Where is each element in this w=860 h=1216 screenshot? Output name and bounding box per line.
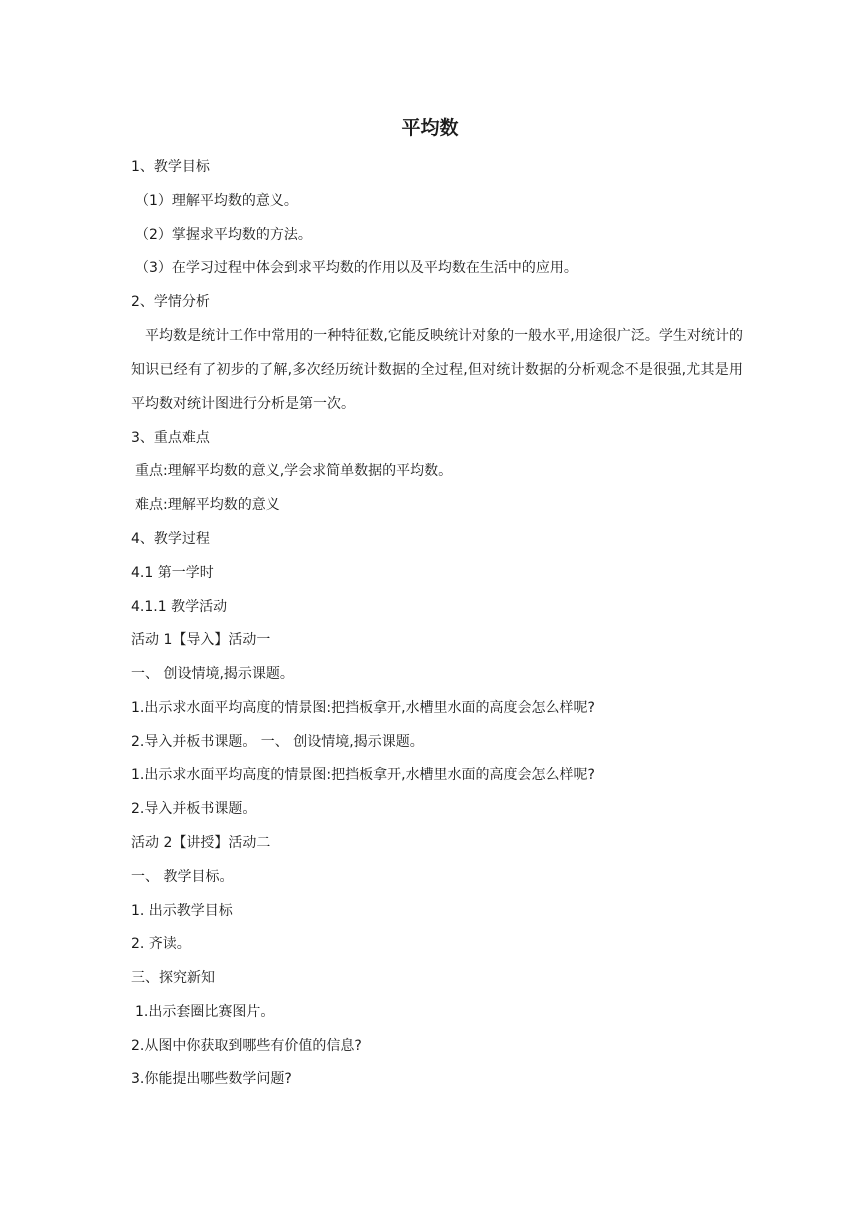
section-heading-analysis: 2、学情分析 — [131, 294, 210, 310]
activity-2-heading: 活动 2【讲授】活动二 — [131, 835, 271, 851]
activity-1-heading: 活动 1【导入】活动一 — [131, 632, 271, 648]
activity-1-item-4: 2.导入并板书课题。 — [131, 801, 257, 817]
activity-1-item-1: 1.出示求水面平均高度的情景图:把挡板拿开,水槽里水面的高度会怎么样呢? — [131, 700, 595, 716]
activity-1-step: 一、 创设情境,揭示课题。 — [131, 666, 294, 682]
explore-item-3: 3.你能提出哪些数学问题? — [131, 1071, 292, 1087]
section-heading-key-points: 3、重点难点 — [131, 430, 210, 446]
section-heading-process: 4、教学过程 — [131, 531, 210, 547]
activity-2-item-1: 1. 出示教学目标 — [131, 903, 233, 919]
subsection-first-lesson: 4.1 第一学时 — [131, 565, 214, 581]
explore-heading: 三、探究新知 — [131, 970, 215, 986]
objective-item-1: （1）理解平均数的意义。 — [135, 193, 298, 209]
key-point-text: 重点:理解平均数的意义,学会求简单数据的平均数。 — [135, 463, 453, 479]
analysis-paragraph: 平均数是统计工作中常用的一种特征数,它能反映统计对象的一般水平,用途很广泛。学生对统计的知识已经有了初步的了解,多次经历统计数据的全过程,但对统计数据的分析观念不是很强,尤其是用平均数对统计图进行分析是第一次。 — [131, 328, 743, 412]
activity-2-item-2: 2. 齐读。 — [131, 936, 191, 952]
activity-1-item-3: 1.出示求水面平均高度的情景图:把挡板拿开,水槽里水面的高度会怎么样呢? — [131, 767, 595, 783]
difficulty-text: 难点:理解平均数的意义 — [135, 497, 280, 513]
explore-item-2: 2.从图中你获取到哪些有价值的信息? — [131, 1038, 362, 1054]
document-title: 平均数 — [401, 117, 459, 139]
section-heading-objectives: 1、教学目标 — [131, 159, 210, 175]
activity-2-step: 一、 教学目标。 — [131, 869, 234, 885]
explore-item-1: 1.出示套圈比赛图片。 — [135, 1004, 275, 1020]
objective-item-2: （2）掌握求平均数的方法。 — [135, 227, 312, 243]
subsection-activities: 4.1.1 教学活动 — [131, 599, 228, 615]
objective-item-3: （3）在学习过程中体会到求平均数的作用以及平均数在生活中的应用。 — [135, 260, 578, 276]
activity-1-item-2: 2.导入并板书课题。 一、 创设情境,揭示课题。 — [131, 734, 424, 750]
